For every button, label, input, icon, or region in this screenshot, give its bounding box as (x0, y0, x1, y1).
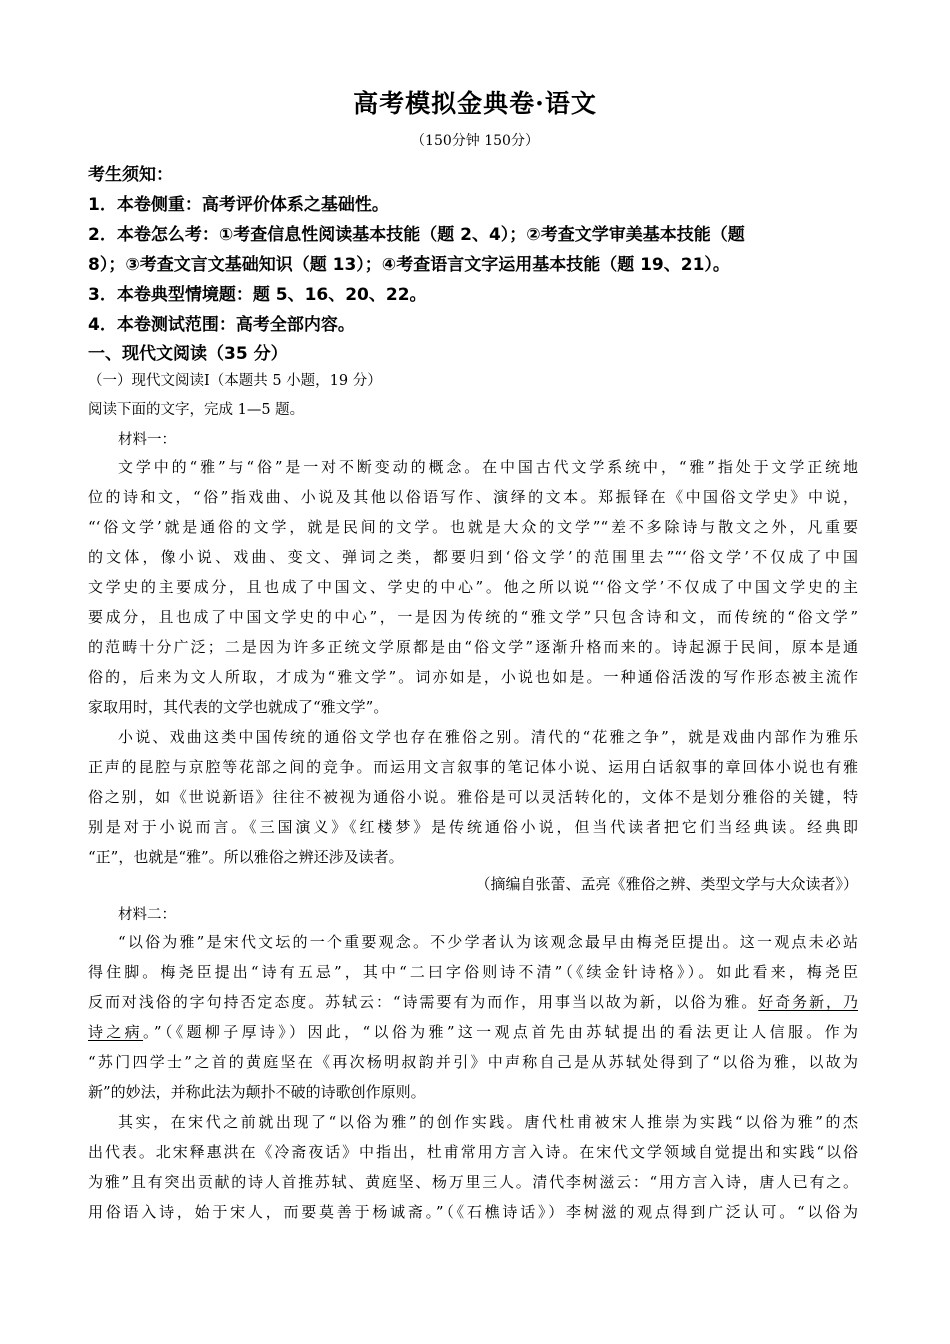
notice-heading: 考生须知： (88, 165, 173, 185)
paragraph-line: “正”，也就是“雅”。所以雅俗之辨还涉及读者。 (88, 848, 404, 866)
material-1-source: （摘编自张蕾、孟亮《雅俗之辨、类型文学与大众读者》） (475, 875, 858, 893)
notice-item-3: 3．本卷典型情境题：题 5、16、20、22。 (88, 285, 427, 305)
paragraph-line: “‘俗文学’就是通俗的文学，就是民间的文学。也就是大众的文学”“差不多除诗与散文之外，凡重要 (88, 518, 858, 536)
material-2-label: 材料二： (118, 907, 176, 923)
section-heading: 一、现代文阅读（35 分） (88, 344, 288, 364)
exam-duration-score: （150分钟 150分） (411, 133, 539, 149)
underlined-quote: 好奇务新，乃 (758, 993, 858, 1011)
notice-item-2b: 8）；③考查文言文基础知识（题 13）；④考查语言文字运用基本技能（题 19、21）。 (88, 255, 730, 275)
notice-item-4: 4．本卷测试范围：高考全部内容。 (88, 315, 355, 335)
paragraph-line: 出代表。北宋释惠洪在《冷斋夜话》中指出，杜甫常用方言入诗。在宋代文学领域自觉提出和实践“以俗 (88, 1143, 858, 1161)
paragraph-text: 。”（《题柳子厚诗》）因此，“以俗为雅”这一观点首先由苏轼提出的看法更让人信服。作为 (143, 1023, 858, 1041)
paragraph-line: 别是对于小说而言。《三国演义》《红楼梦》是传统通俗小说，但当代读者把它们当经典读。经典即 (88, 818, 858, 836)
paragraph-line: 俗之别，如《世说新语》往往不被视为通俗小说。雅俗是可以灵活转化的，文体不是划分雅俗的关键，特 (88, 788, 858, 806)
paragraph-line: “苏门四学士”之首的黄庭坚在《再次杨明叔韵并引》中声称自己是从苏轼处得到了“以俗为雅，以故为 (88, 1053, 858, 1071)
subsection-heading: （一）现代文阅读Ⅰ（本题共 5 小题，19 分） (88, 373, 382, 389)
paragraph-line: 要成分，且也成了中国文学史的中心”，一是因为传统的“雅文学”只包含诗和文，而传统的“俗文学” (88, 608, 858, 626)
paragraph-line: 小说、戏曲这类中国传统的通俗文学也存在雅俗之别。清代的“花雅之争”，就是戏曲内部作为雅乐 (118, 728, 858, 746)
paragraph-line: 的文体，像小说、戏曲、变文、弹词之类，都要归到‘俗文学’的范围里去”“‘俗文学’不仅成了中国 (88, 548, 858, 566)
paragraph-line: 的范畴十分广泛；二是因为许多正统文学原都是由“俗文学”逐渐升格而来的。诗起源于民间，原本是通 (88, 638, 858, 656)
paragraph-text: 反而对浅俗的字句持否定态度。苏轼云：“诗需要有为而作，用事当以故为新，以俗为雅。 (88, 993, 759, 1011)
notice-item-2a: 2．本卷怎么考：①考查信息性阅读基本技能（题 2、4）；②考查文学审美基本技能（题 (88, 225, 745, 245)
paragraph-line: 其实，在宋代之前就出现了“以俗为雅”的创作实践。唐代杜甫被宋人推崇为实践“以俗为雅”的杰 (118, 1113, 858, 1131)
paragraph-line: 家取用时，其代表的文学也就成了“雅文学”。 (88, 698, 389, 716)
material-1-label: 材料一： (118, 432, 176, 448)
paragraph-line: 位的诗和文，“俗”指戏曲、小说及其他以俗语写作、演绎的文本。郑振铎在《中国俗文学史》中说， (88, 488, 858, 506)
paragraph-line: 文学史的主要成分，且也成了中国文、学史的中心”。他之所以说“‘俗文学’不仅成了中国文学史的主 (88, 578, 858, 596)
paragraph-line: 新”的妙法，并称此法为颠扑不破的诗歌创作原则。 (88, 1083, 426, 1101)
reading-instruction: 阅读下面的文字，完成 1—5 题。 (88, 402, 305, 418)
page-title: 高考模拟金典卷·语文 (353, 89, 597, 118)
paragraph-line: 俗的，后来为文人所取，才成为“雅文学”。词亦如是，小说也如是。一种通俗活泼的写作形态被主流作 (88, 668, 858, 686)
paragraph-line: 正声的昆腔与京腔等花部之间的竞争。而运用文言叙事的笔记体小说、运用白话叙事的章回体小说也有雅 (88, 758, 858, 776)
paragraph-line (88, 991, 858, 1012)
paragraph-line: 用俗语入诗，始于宋人，而要莫善于杨诚斋。”（《石樵诗话》）李树滋的观点得到广泛认可。“以俗为 (88, 1203, 858, 1221)
paragraph-line: 文学中的“雅”与“俗”是一对不断变动的概念。在中国古代文学系统中，“雅”指处于文学正统地 (118, 458, 858, 476)
notice-item-1: 1．本卷侧重：高考评价体系之基础性。 (88, 195, 389, 215)
underlined-quote: 诗之病 (88, 1023, 144, 1041)
paragraph-line: 得住脚。梅尧臣提出“诗有五忌”，其中“二曰字俗则诗不清”（《续金针诗格》）。如此看来，梅尧臣 (88, 963, 858, 981)
paragraph-line (88, 1021, 858, 1042)
paragraph-line: 为雅”且有突出贡献的诗人首推苏轼、黄庭坚、杨万里三人。清代李树滋云：“用方言入诗，唐人已有之。 (88, 1173, 858, 1191)
paragraph-line: “以俗为雅”是宋代文坛的一个重要观念。不少学者认为该观念最早由梅尧臣提出。这一观点未必站 (118, 933, 858, 951)
